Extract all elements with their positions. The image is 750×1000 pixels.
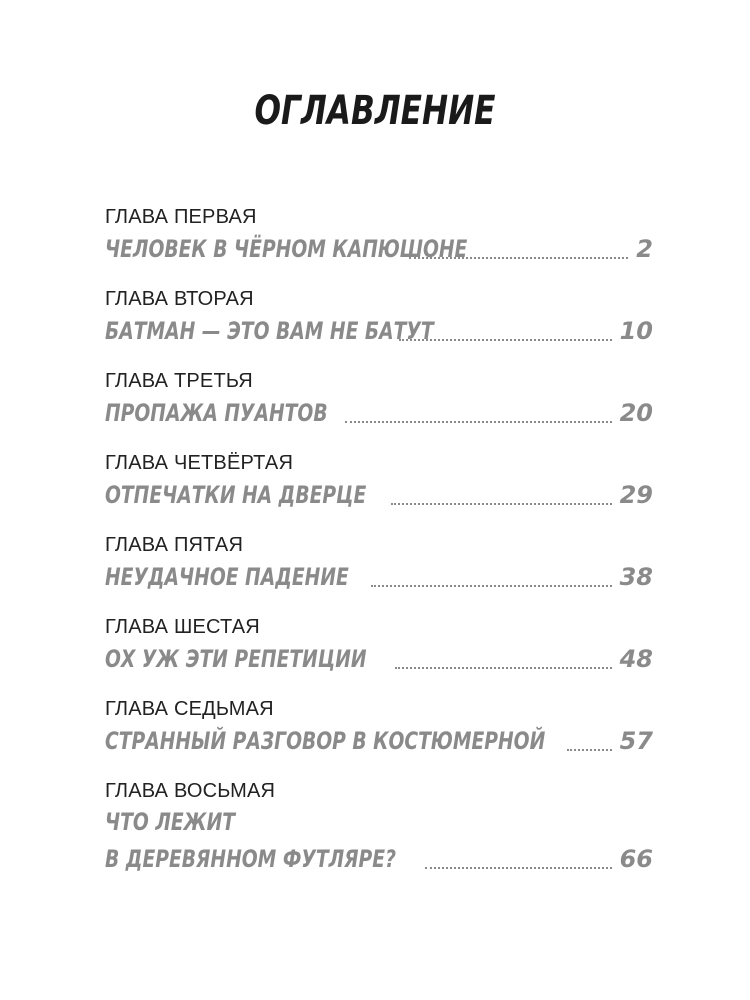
toc-entry-2[interactable] — [105, 286, 653, 350]
page-number: 66 — [619, 845, 653, 873]
toc-entry-3[interactable] — [105, 368, 653, 432]
chapter-title[interactable]: ЧЕЛОВЕК В ЧЁРНОМ КАПЮШОНЕ — [105, 235, 468, 263]
page-number: 38 — [619, 563, 653, 591]
chapter-title[interactable]: В ДЕРЕВЯННОМ ФУТЛЯРЕ? — [105, 845, 396, 873]
chapter-line[interactable] — [105, 558, 653, 596]
chapter-line[interactable] — [105, 476, 653, 514]
toc-entry-8[interactable] — [105, 778, 653, 878]
chapter-label: ГЛАВА ВОСЬМАЯ — [105, 780, 276, 802]
chapter-line[interactable] — [105, 640, 653, 678]
chapter-title[interactable]: ОТПЕЧАТКИ НА ДВЕРЦЕ — [105, 481, 367, 509]
dot-leader — [371, 584, 612, 587]
dot-leader — [395, 666, 612, 669]
chapter-title-line1[interactable]: ЧТО ЛЕЖИТ — [105, 808, 236, 836]
chapter-title[interactable]: ОХ УЖ ЭТИ РЕПЕТИЦИИ — [105, 645, 367, 673]
chapter-label: ГЛАВА ПЕРВАЯ — [105, 206, 257, 228]
dot-leader — [391, 502, 612, 505]
page-number: 48 — [619, 645, 653, 673]
chapter-title[interactable]: БАТМАН — ЭТО ВАМ НЕ БАТУТ — [105, 317, 434, 345]
chapter-line[interactable] — [105, 840, 653, 878]
chapter-title[interactable]: НЕУДАЧНОЕ ПАДЕНИЕ — [105, 563, 349, 591]
page-number: 57 — [619, 727, 653, 755]
chapter-line[interactable] — [105, 312, 653, 350]
chapter-line[interactable] — [105, 230, 653, 268]
dot-leader — [567, 748, 612, 751]
chapter-line[interactable] — [105, 394, 653, 432]
dot-leader — [345, 420, 612, 423]
page-title: ОГЛАВЛЕНИЕ — [254, 88, 496, 134]
chapter-label: ГЛАВА ШЕСТАЯ — [105, 616, 260, 638]
chapter-label: ГЛАВА ПЯТАЯ — [105, 534, 244, 556]
toc-entry-5[interactable] — [105, 532, 653, 596]
toc-entry-1[interactable] — [105, 204, 653, 268]
page-number: 2 — [636, 235, 653, 263]
page-number: 10 — [619, 317, 653, 345]
dot-leader — [425, 866, 612, 869]
toc-entry-4[interactable] — [105, 450, 653, 514]
page-number: 29 — [619, 481, 653, 509]
toc-entry-6[interactable] — [105, 614, 653, 678]
chapter-label: ГЛАВА ВТОРАЯ — [105, 288, 254, 310]
chapter-label: ГЛАВА СЕДЬМАЯ — [105, 698, 274, 720]
table-of-contents — [105, 204, 653, 896]
chapter-label: ГЛАВА ТРЕТЬЯ — [105, 370, 253, 392]
chapter-title[interactable]: ПРОПАЖА ПУАНТОВ — [105, 399, 328, 427]
page-number: 20 — [619, 399, 653, 427]
toc-entry-7[interactable] — [105, 696, 653, 760]
chapter-line[interactable] — [105, 722, 653, 760]
chapter-title[interactable]: СТРАННЫЙ РАЗГОВОР В КОСТЮМЕРНОЙ — [105, 727, 546, 755]
chapter-label: ГЛАВА ЧЕТВЁРТАЯ — [105, 452, 294, 474]
